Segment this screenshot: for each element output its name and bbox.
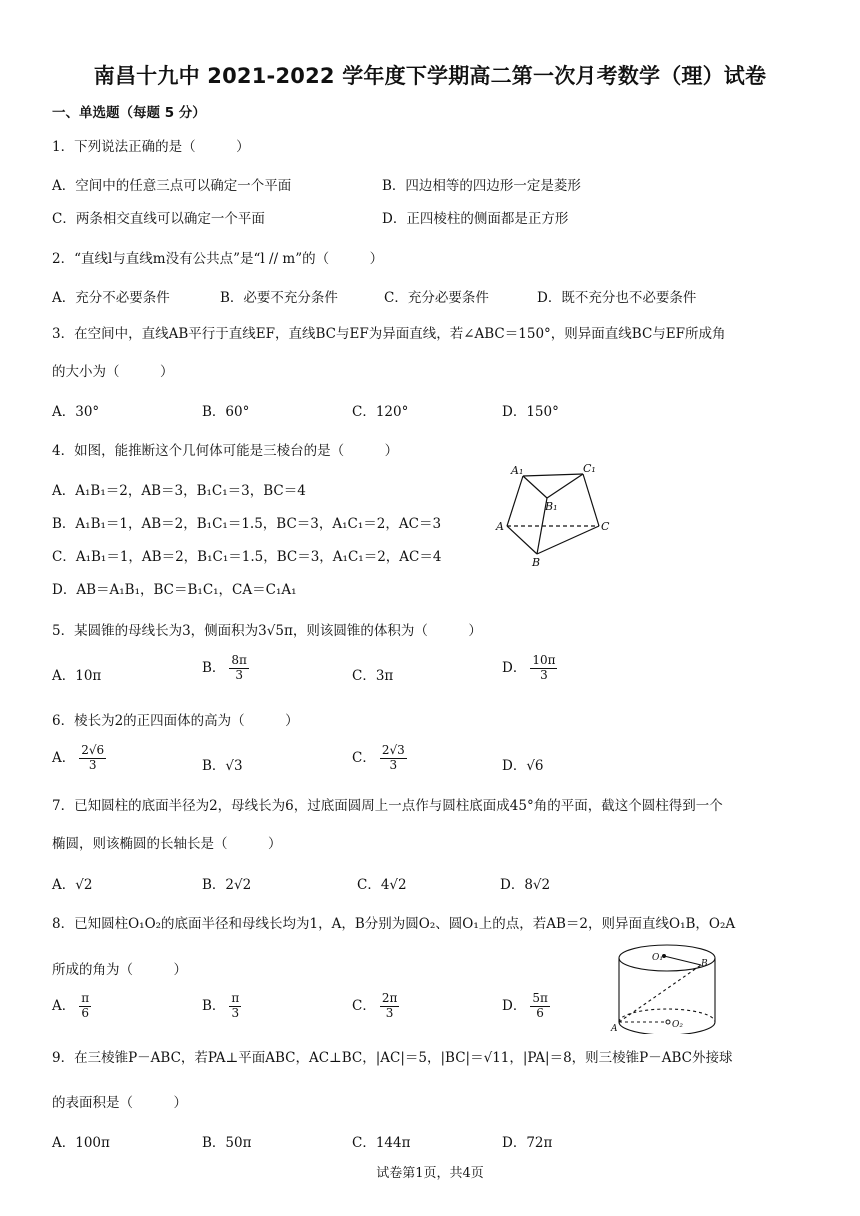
- q8-option-d-label: D．: [502, 997, 527, 1014]
- label-b1: B₁: [545, 500, 558, 513]
- q9-option-c: C．144π: [352, 1135, 411, 1151]
- q6-option-a-fraction: [79, 744, 106, 773]
- q8-option-c-label: C．: [352, 997, 376, 1014]
- q3-stem-line2: 的大小为（ ）: [52, 364, 174, 380]
- q6-option-c-fraction: [380, 744, 407, 773]
- q8-option-d: [502, 992, 550, 1021]
- q8-option-d-numerator: 5π: [532, 991, 548, 1005]
- label-a1: A₁: [511, 464, 524, 477]
- q7-option-a: A．√2: [52, 877, 93, 893]
- q8-option-c-denominator: 3: [385, 1005, 394, 1020]
- q7-option-c: C．4√2: [357, 877, 407, 893]
- q8-option-b-label: B．: [202, 997, 226, 1014]
- q5-option-d-fraction: [530, 654, 557, 683]
- q8-option-c-numerator: 2π: [381, 991, 398, 1005]
- q5-option-d-label: D．: [502, 659, 527, 676]
- q4-option-b: B．A₁B₁＝1，AB＝2，B₁C₁＝1.5，BC＝3，A₁C₁＝2，AC＝3: [52, 516, 442, 532]
- q7-option-d: D．8√2: [500, 877, 551, 893]
- q4-option-c: C．A₁B₁＝1，AB＝2，B₁C₁＝1.5，BC＝3，A₁C₁＝2，AC＝4: [52, 549, 442, 565]
- label-c1: C₁: [583, 462, 596, 475]
- q1-option-a: A．空间中的任意三点可以确定一个平面: [52, 178, 292, 194]
- q7-stem-line1: 7．已知圆柱的底面半径为2，母线长为6，过底面圆周上一点作与圆柱底面成45°角的平面，截这个圆柱得到一个: [52, 798, 723, 814]
- q5-option-b: [202, 654, 249, 683]
- q8-option-b-numerator: π: [231, 991, 240, 1005]
- label-b: B: [532, 556, 541, 569]
- q8-option-c-fraction: [380, 992, 400, 1021]
- q7-option-b: B．2√2: [202, 877, 252, 893]
- q2-stem: 2．“直线l与直线m没有公共点”是“l // m”的（ ）: [52, 251, 384, 267]
- q5-option-d-numerator: 10π: [532, 653, 556, 667]
- q6-option-c-label: C．: [352, 749, 376, 766]
- q2-option-a: A．充分不必要条件: [52, 290, 170, 306]
- section-heading: 一、单选题（每题 5 分）: [52, 105, 206, 121]
- q9-stem-line1: 9．在三棱锥P－ABC，若PA⊥平面ABC，AC⊥BC，|AC|＝5，|BC|＝√11，|PA|＝8，则三棱锥P－ABC外接球: [52, 1050, 733, 1066]
- page-footer: 试卷第1页，共4页: [376, 1166, 484, 1181]
- q6-option-b: B．√3: [202, 758, 243, 774]
- q5-option-b-label: B．: [202, 659, 226, 676]
- q3-option-c: C．120°: [352, 404, 409, 420]
- q9-option-a: A．100π: [52, 1135, 110, 1151]
- frustum-figure: [495, 462, 620, 570]
- q8-option-b-denominator: 3: [231, 1005, 240, 1020]
- q5-option-c: C．3π: [352, 668, 394, 684]
- q8-option-d-denominator: 6: [536, 1005, 544, 1020]
- q8-option-a: [52, 992, 91, 1021]
- q6-option-c: [352, 744, 407, 773]
- q8-option-c: [352, 992, 399, 1021]
- q8-stem-line2: 所成的角为（ ）: [52, 962, 187, 978]
- q2-option-c: C．充分必要条件: [384, 290, 489, 306]
- cylinder-figure: [606, 938, 730, 1034]
- label-a: A: [496, 520, 504, 533]
- q5-option-b-fraction: [229, 654, 249, 683]
- q5-option-b-numerator: 8π: [231, 653, 247, 667]
- label-a-point: A: [611, 1024, 618, 1034]
- q6-option-a-label: A．: [52, 749, 76, 766]
- q4-option-d: D．AB＝A₁B₁，BC＝B₁C₁，CA＝C₁A₁: [52, 582, 297, 598]
- q6-option-a: [52, 744, 106, 773]
- label-c: C: [601, 520, 610, 533]
- q4-option-a: A．A₁B₁＝2，AB＝3，B₁C₁＝3，BC＝4: [52, 483, 306, 499]
- q6-option-c-denominator: 3: [389, 757, 398, 772]
- q8-option-a-numerator: π: [81, 991, 90, 1005]
- q8-option-b: [202, 992, 241, 1021]
- q3-option-d: D．150°: [502, 404, 559, 420]
- q5-option-b-denominator: 3: [235, 667, 243, 682]
- exam-title: 南昌十九中 2021-2022 学年度下学期高二第一次月考数学（理）试卷: [93, 64, 767, 88]
- q3-stem-line1: 3．在空间中，直线AB平行于直线EF，直线BC与EF为异面直线，若∠ABC＝150°，则异面直线BC与EF所成角: [52, 326, 726, 342]
- q5-option-a: A．10π: [52, 668, 102, 684]
- q6-option-a-denominator: 3: [88, 757, 97, 772]
- q8-option-b-fraction: [229, 992, 241, 1021]
- q9-stem-line2: 的表面积是（ ）: [52, 1095, 187, 1111]
- q1-stem: 1．下列说法正确的是（ ）: [52, 139, 250, 155]
- q3-option-b: B．60°: [202, 404, 250, 420]
- q6-option-d: D．√6: [502, 758, 544, 774]
- q5-option-d-denominator: 3: [540, 667, 548, 682]
- label-o1: O₁: [652, 953, 663, 963]
- q1-option-d: D．正四棱柱的侧面都是正方形: [382, 211, 569, 227]
- label-o2: O₂: [672, 1020, 683, 1030]
- q7-stem-line2: 椭圆，则该椭圆的长轴长是（ ）: [52, 836, 282, 852]
- q8-option-d-fraction: [530, 992, 550, 1021]
- q5-stem: 5．某圆锥的母线长为3，侧面积为3√5π，则该圆锥的体积为（ ）: [52, 623, 482, 639]
- q8-option-a-fraction: [79, 992, 91, 1021]
- q1-option-b: B．四边相等的四边形一定是菱形: [382, 178, 581, 194]
- q6-stem: 6．棱长为2的正四面体的高为（ ）: [52, 713, 299, 729]
- q5-option-d: [502, 654, 557, 683]
- q1-option-c: C．两条相交直线可以确定一个平面: [52, 211, 265, 227]
- q8-option-a-denominator: 6: [81, 1005, 90, 1020]
- q2-option-d: D．既不充分也不必要条件: [537, 290, 697, 306]
- q8-option-a-label: A．: [52, 997, 76, 1014]
- q3-option-a: A．30°: [52, 404, 100, 420]
- q6-option-a-numerator: 2√6: [81, 743, 105, 757]
- q9-option-d: D．72π: [502, 1135, 553, 1151]
- q8-stem-line1: 8．已知圆柱O₁O₂的底面半径和母线长均为1，A，B分别为圆O₂、圆O₁上的点，若AB＝2，则异面直线O₁B，O₂A: [52, 916, 736, 932]
- q4-stem: 4．如图，能推断这个几何体可能是三棱台的是（ ）: [52, 443, 399, 459]
- q9-option-b: B．50π: [202, 1135, 252, 1151]
- label-b-point: B: [701, 959, 708, 969]
- q6-option-c-numerator: 2√3: [381, 743, 405, 757]
- q2-option-b: B．必要不充分条件: [220, 290, 338, 306]
